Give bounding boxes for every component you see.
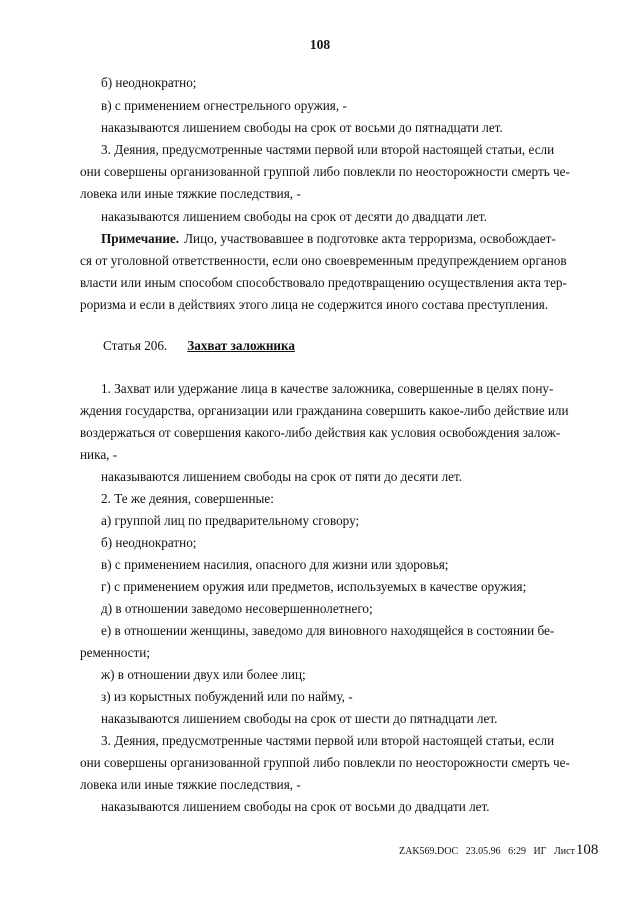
text-line: воздержаться от совершения какого-либо действия как условия освобождения залож- xyxy=(80,425,561,440)
footer-initials: ИГ xyxy=(533,846,547,857)
text-line: 3. Деяния, предусмотренные частями первой или второй настоящей статьи, если xyxy=(101,142,555,157)
text-line: ловека или иные тяжкие последствия, - xyxy=(80,186,301,201)
text-line: ся от уголовной ответственности, если оно своевременным предупреждением органов xyxy=(80,253,567,268)
article-title: Захват заложника xyxy=(187,338,296,353)
text-line: 3. Деяния, предусмотренные частями первой или второй настоящей статьи, если xyxy=(101,733,555,748)
text-line: д) в отношении заведомо несовершеннолетнего; xyxy=(101,601,373,616)
footer-file: ZAK569.DOC xyxy=(399,846,459,857)
text-line: наказываются лишением свободы на срок от десяти до двадцати лет. xyxy=(101,209,487,224)
text-line: наказываются лишением свободы на срок от восьми до пятнадцати лет. xyxy=(101,120,503,135)
text-line: 2. Те же деяния, совершенные: xyxy=(101,491,274,506)
text-line: в) с применением насилия, опасного для жизни или здоровья; xyxy=(101,557,449,572)
text-line: ника, - xyxy=(80,447,118,462)
text-line: ждения государства, организации или гражданина совершить какое-либо действие или xyxy=(80,403,569,418)
text-line: наказываются лишением свободы на срок от шести до пятнадцати лет. xyxy=(101,711,498,726)
text-line: наказываются лишением свободы на срок от восьми до двадцати лет. xyxy=(101,799,490,814)
note-label: Примечание. xyxy=(101,231,180,246)
footer-time: 6:29 xyxy=(508,846,526,857)
text-line: б) неоднократно; xyxy=(101,535,197,550)
page-number: 108 xyxy=(309,37,331,52)
text-line: з) из корыстных побуждений или по найму, - xyxy=(101,689,353,704)
text-line: а) группой лиц по предварительному сговору; xyxy=(101,513,360,528)
note-text: Лицо, участвовавшее в подготовке акта терроризма, освобождает- xyxy=(184,231,556,246)
text-line: роризма и если в действиях этого лица не содержится иного состава преступления. xyxy=(80,297,549,312)
text-line: 1. Захват или удержание лица в качестве заложника, совершенные в целях пону- xyxy=(101,381,554,396)
article-heading xyxy=(103,338,295,354)
text-line: е) в отношении женщины, заведомо для виновного находящейся в состоянии бе- xyxy=(101,623,555,638)
text-line: г) с применением оружия или предметов, используемых в качестве оружия; xyxy=(101,579,527,594)
text-line: ж) в отношении двух или более лиц; xyxy=(101,667,306,682)
footer-sheet-label: Лист xyxy=(553,846,575,857)
text-line: в) с применением огнестрельного оружия, - xyxy=(101,98,347,113)
text-line: б) неоднократно; xyxy=(101,75,197,90)
footer-date: 23.05.96 xyxy=(465,846,501,857)
text-line: ременности; xyxy=(80,645,151,660)
page-footer xyxy=(399,843,603,859)
text-line: они совершены организованной группой либо повлекли по неосторожности смерть че- xyxy=(80,755,570,770)
footer-sheet-number: 108 xyxy=(575,842,599,858)
text-line: они совершены организованной группой либо повлекли по неосторожности смерть че- xyxy=(80,164,570,179)
article-label: Статья 206. xyxy=(103,338,168,353)
text-line: наказываются лишением свободы на срок от пяти до десяти лет. xyxy=(101,469,463,484)
note-line xyxy=(101,231,556,247)
text-line: власти или иным способом способствовало предотвращению осуществления акта тер- xyxy=(80,275,567,290)
text-line: ловека или иные тяжкие последствия, - xyxy=(80,777,301,792)
